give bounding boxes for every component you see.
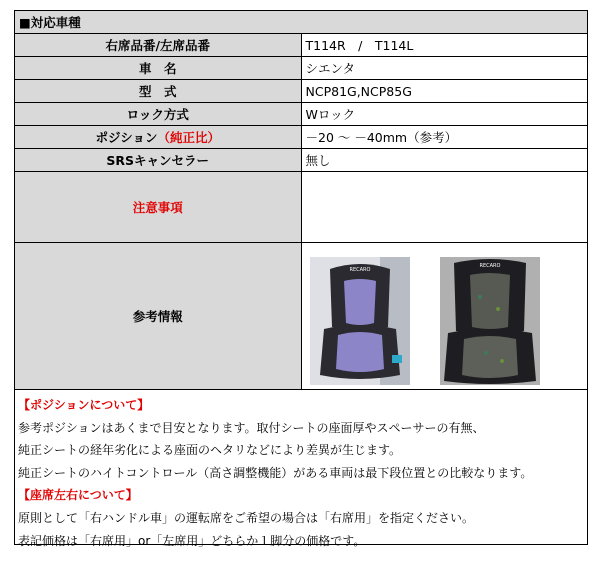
notes-section-position-title: 【ポジションについて】 (18, 398, 150, 412)
caution-value (301, 172, 588, 243)
srs-value: 無し (301, 149, 588, 172)
seat-photo-1 (310, 257, 410, 385)
reference-photos (301, 243, 588, 390)
srs-label: SRSキャンセラー (15, 149, 302, 172)
caution-label: 注意事項 (15, 172, 302, 243)
table-row (15, 243, 588, 390)
position-label-main: ポジション (95, 130, 158, 145)
reference-label: 参考情報 (15, 243, 302, 390)
position-label (15, 126, 302, 149)
lock-label: ロック方式 (15, 103, 302, 126)
recaro-logo: RECARO (479, 263, 500, 269)
table-row (15, 149, 588, 172)
notes-line: 表記価格は「右席用」or「左席用」どちらか１脚分の価格です。 (18, 533, 366, 548)
part-number-label: 右席品番/左席品番 (15, 34, 302, 57)
part-number-value: T114R / T114L (301, 34, 588, 57)
position-label-note: （純正比） (157, 130, 220, 145)
car-name-label: 車 名 (15, 57, 302, 80)
notes-line: 純正シートの経年劣化による座面のヘタリなどにより差異が生じます。 (18, 443, 402, 458)
table-row (15, 57, 588, 80)
table-header: ■対応車種 (15, 11, 588, 34)
notes-line: 参考ポジションはあくまで目安となります。取付シートの座面厚やスペーサーの有無、 (18, 420, 485, 435)
model-value: NCP81G,NCP85G (301, 80, 588, 103)
recaro-logo: RECARO (349, 267, 370, 273)
seat-photo-2 (440, 257, 540, 385)
notes-section-seat-side-title: 【座席左右について】 (18, 488, 138, 503)
model-label: 型 式 (15, 80, 302, 103)
fitment-sheet (14, 10, 588, 548)
position-value: －20 ～ －40mm（参考） (301, 126, 588, 149)
spec-table (14, 10, 588, 390)
table-row (15, 103, 588, 126)
notes-box (14, 390, 588, 548)
lock-value: Wロック (301, 103, 588, 126)
table-row (15, 80, 588, 103)
notes-line: 原則として「右ハンドル車」の運転席をご希望の場合は「右席用」を指定ください。 (18, 510, 475, 525)
table-row (15, 34, 588, 57)
car-name-value: シエンタ (301, 57, 588, 80)
notes-line: 純正シートのハイトコントロール（高さ調整機能）がある車両は最下段位置との比較なります。 (18, 465, 533, 480)
table-row (15, 172, 588, 243)
table-row (15, 126, 588, 149)
